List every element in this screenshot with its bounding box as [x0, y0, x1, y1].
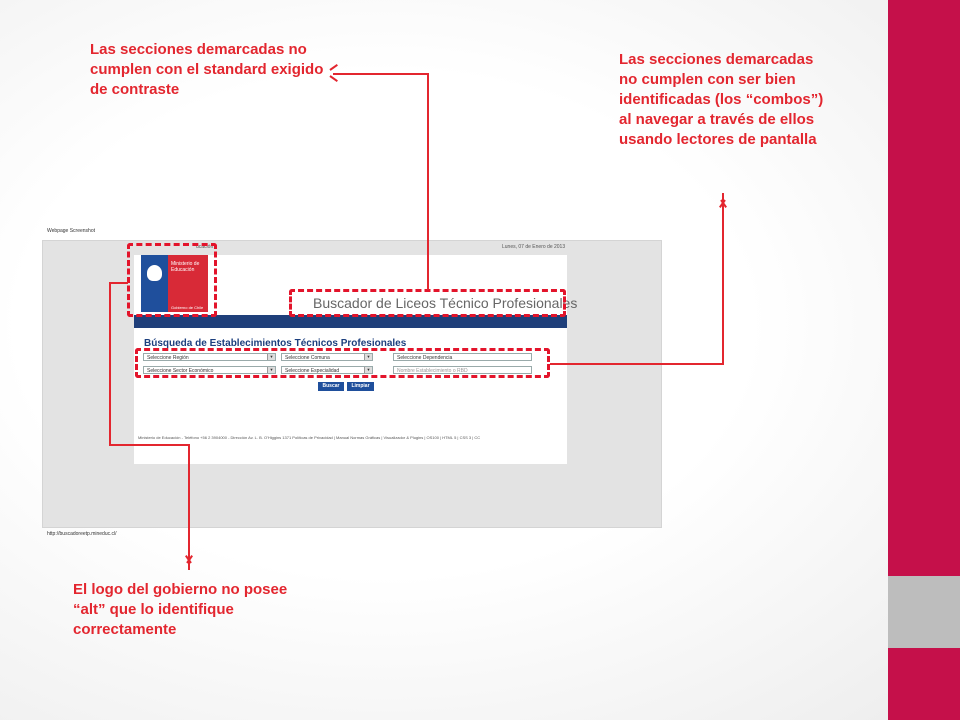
select-dependencia-value: Seleccione Dependencia — [397, 355, 453, 361]
clear-button[interactable]: Limpiar — [347, 382, 374, 391]
chevron-down-icon: ▼ — [267, 367, 275, 373]
side-accent-bar-top — [888, 0, 960, 576]
screenshot-url: http://buscadoreetp.mineduc.cl/ — [47, 531, 117, 537]
connector-line — [722, 193, 724, 365]
connector-line — [427, 73, 429, 290]
connector-line — [109, 282, 128, 284]
chevron-down-icon: ▼ — [364, 367, 372, 373]
connector-line — [333, 73, 429, 75]
chevron-down-icon: ▼ — [364, 354, 372, 360]
date-text: Lunes, 07 de Enero de 2013 — [502, 244, 566, 250]
logo-footer-text: Gobierno de Chile — [171, 305, 204, 310]
chevron-down-icon: ▼ — [267, 354, 275, 360]
note-contrast: Las secciones demarcadas no cumplen con el standard exigido de contraste — [90, 41, 324, 98]
connector-line — [109, 282, 111, 446]
arrowhead-icon — [329, 64, 338, 71]
connector-line — [188, 444, 190, 570]
search-heading: Búsqueda de Establecimientos Técnicos Profesionales — [144, 338, 407, 349]
screenshot-label: Webpage Screenshot — [47, 228, 95, 234]
note-combos: Las secciones demarcadas no cumplen con ser bien identificadas (los “combos”) al navegar a través de ellos usando lectores de pantalla — [619, 51, 824, 148]
page-footer: Ministerio de Educación - Teléfono +56 2 3904000 - Dirección Av. L. B. O'Higgins 1371 Políticas de Privacidad | Manual Normas Gráficas | Visualizador & Plugins | OS100 | HTML 5 | CSS 3 | CC — [138, 435, 481, 440]
side-accent-bar-gray — [888, 576, 960, 648]
top-bar-text: ucación — [196, 244, 214, 250]
connector-line — [550, 363, 724, 365]
highlight-combos — [135, 348, 550, 378]
connector-line — [109, 444, 189, 446]
logo-line-1: Ministerio de — [171, 261, 200, 267]
site-title: Buscador de Liceos Técnico Profesionales — [313, 295, 578, 311]
search-button[interactable]: Buscar — [318, 382, 344, 391]
side-accent-bar-bottom — [888, 648, 960, 720]
note-logo: El logo del gobierno no posee “alt” que lo identifique correctamente — [73, 581, 288, 638]
arrowhead-icon — [329, 75, 338, 82]
highlight-title — [289, 289, 566, 317]
name-input-placeholder: Nombre Establecimiento o RBD — [397, 368, 468, 374]
select-region-value: Seleccione Región — [147, 355, 189, 361]
logo-line-2: Educación — [171, 267, 195, 273]
select-especialidad-value: Seleccione Especialidad — [285, 368, 340, 374]
highlight-logo — [127, 243, 217, 317]
select-comuna-value: Seleccione Comuna — [285, 355, 330, 361]
select-sector-value: Seleccione Sector Económico — [147, 368, 214, 374]
